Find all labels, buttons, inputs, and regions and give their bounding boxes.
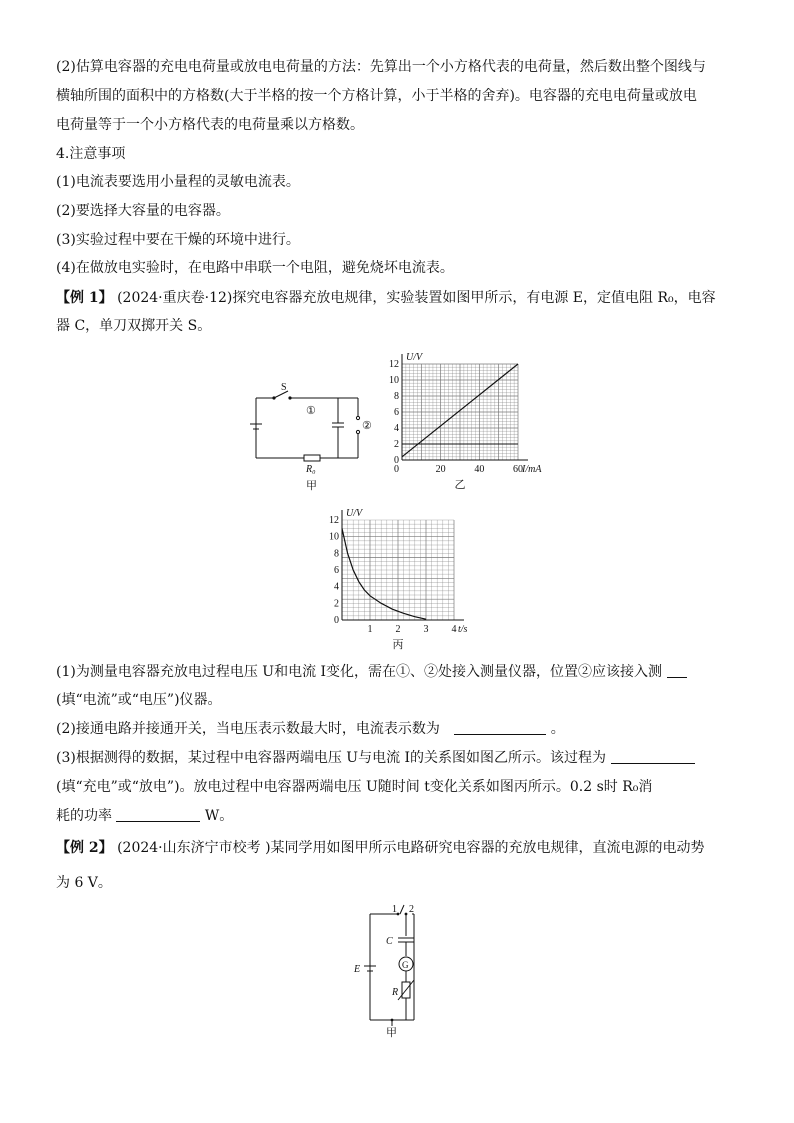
q3-line-2: (填“充电”或“放电”)。放电过程中电容器两端电压 U随时间 t变化关系如图丙所示。0.2 s时 R₀消: [56, 779, 653, 795]
q3-text: (3)根据测得的数据，某过程中电容器两端电压 U与电流 I的关系图如图乙所示。该过程为: [56, 750, 607, 766]
note-item-4: (4)在做放电实验时，在电路中串联一个电阻，避免烧坏电流表。: [56, 260, 454, 276]
example2-stem: (2024·山东济宁市校考 )某同学用如图甲所示电路研究电容器的充放电规律，直流电源的电动势: [117, 840, 705, 856]
y-tick-label: 8: [394, 391, 399, 402]
x-tick-label: 1: [367, 624, 373, 635]
chart-bing-u-t: [330, 504, 480, 654]
q1-line-2: (填“电流”或“电压”)仪器。: [56, 692, 222, 708]
y-tick-label: 6: [334, 565, 339, 576]
q2-text: (2)接通电路并接通开关，当电压表示数最大时，电流表示数为: [56, 721, 440, 737]
x-axis-label: t/s: [458, 624, 468, 635]
y-tick-label: 4: [394, 423, 399, 434]
note-item-1: (1)电流表要选用小量程的灵敏电流表。: [56, 174, 300, 190]
y-tick-label: 12: [389, 359, 399, 370]
method-line-2: 横轴所围的面积中的方格数(大于半格的按一个方格计算，小于半格的舍弃)。电容器的充电电荷量或放电: [56, 88, 697, 104]
q3-power-unit: W。: [204, 808, 234, 824]
y-tick-label: 0: [334, 615, 339, 626]
q3-power-blank[interactable]: [116, 807, 200, 822]
circuit-figure-jia: [248, 382, 372, 498]
x-tick-label: 60: [513, 464, 523, 475]
capacitor-label: C: [386, 936, 393, 947]
q1-answer-blank[interactable]: [667, 663, 687, 678]
origin-label: 0: [394, 464, 399, 475]
y-tick-label: 10: [329, 531, 339, 543]
y-tick-label: 6: [394, 407, 399, 418]
y-tick-label: 4: [334, 581, 339, 593]
y-tick-label: 2: [394, 439, 399, 450]
y-tick-label: 8: [334, 548, 339, 560]
circuit-figure-example2: [352, 900, 432, 1038]
example1-stem-line-2: 器 C，单刀双掷开关 S。: [56, 318, 212, 334]
q2-line: [56, 719, 565, 739]
resistor-label: R₀: [306, 464, 316, 475]
figure-caption-example2: 甲: [386, 1027, 397, 1039]
rheostat-label: R: [392, 987, 399, 998]
example1-source: (2024·重庆卷·12): [117, 290, 233, 306]
galvanometer-label: G: [402, 960, 409, 970]
x-axis-label: I/mA: [522, 464, 542, 475]
q1-text: (1)为测量电容器充放电过程电压 U和电流 I变化，需在①、②处接入测量仪器，位置②应该接入测: [56, 664, 663, 680]
y-axis-label: U/V: [406, 352, 423, 363]
switch-label: S: [281, 382, 287, 393]
example2-label: 【例 2】: [56, 840, 113, 856]
note-item-2: (2)要选择大容量的电容器。: [56, 203, 230, 219]
y-tick-label: 12: [329, 515, 339, 526]
position-1-label: ①: [306, 405, 316, 417]
q1-line-1: [56, 662, 687, 682]
notes-heading: 4.注意事项: [56, 146, 126, 162]
method-line-1: (2)估算电容器的充电电荷量或放电电荷量的方法：先算出一个小方格代表的电荷量，然后数出整个图线与: [56, 59, 706, 75]
example2-stem-line-1: [56, 838, 705, 858]
q3-process-blank[interactable]: [611, 749, 695, 764]
q2-answer-blank[interactable]: [454, 720, 546, 735]
y-tick-label: 2: [334, 598, 339, 610]
chart-yi-u-i: [384, 352, 554, 492]
q3-line-3: [56, 806, 233, 826]
q3-power-text: 耗的功率: [56, 808, 112, 824]
chart-caption: 乙: [454, 479, 466, 491]
note-item-3: (3)实验过程中要在干燥的环境中进行。: [56, 232, 300, 248]
y-tick-label: 0: [394, 455, 399, 466]
x-tick-label: 2: [395, 624, 401, 635]
x-tick-label: 4: [451, 624, 457, 635]
example1-stem-line-1: [56, 288, 716, 308]
method-line-3: 电荷量等于一个小方格代表的电荷量乘以方格数。: [56, 117, 364, 133]
example1-stem: 探究电容器充放电规律，实验装置如图甲所示，有电源 E，定值电阻 R₀，电容: [232, 290, 716, 306]
switch-pos-1: 1: [392, 904, 397, 915]
y-tick-label: 10: [389, 375, 399, 386]
example1-label: 【例 1】: [56, 290, 113, 306]
example2-stem-line-2: 为 6 V。: [56, 875, 112, 891]
switch-pos-2: 2: [409, 904, 414, 915]
series-line: [342, 528, 426, 619]
figure-caption-jia: 甲: [306, 480, 317, 492]
chart-caption: 丙: [392, 639, 404, 651]
x-tick-label: 3: [423, 624, 429, 635]
x-tick-label: 20: [435, 464, 446, 475]
q2-end: 。: [550, 721, 565, 737]
x-tick-label: 40: [474, 464, 485, 475]
source-label: E: [354, 964, 361, 975]
y-axis-label: U/V: [346, 508, 363, 519]
position-2-label: ②: [362, 420, 372, 432]
q3-line-1: [56, 748, 695, 768]
